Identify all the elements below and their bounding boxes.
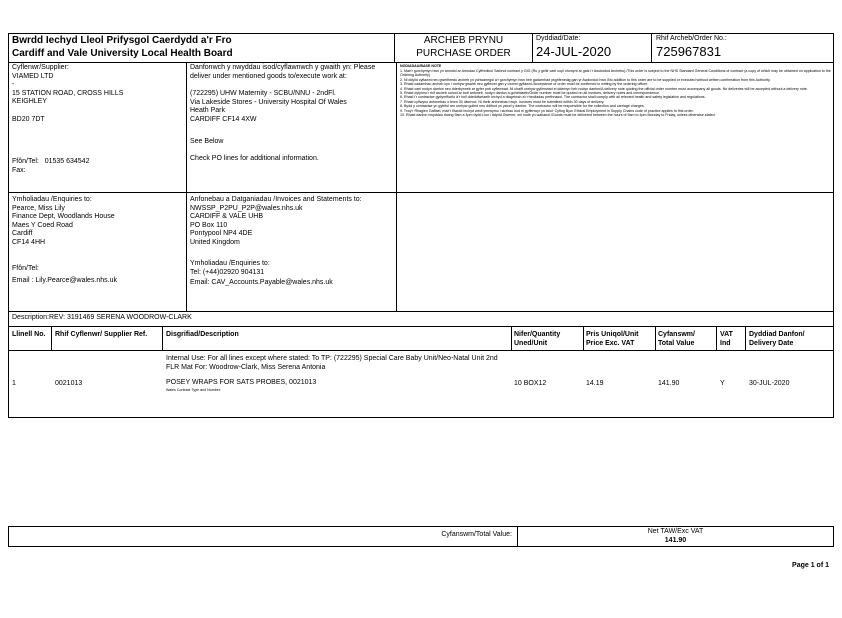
statements-label: Anfonebau a Datganiadau /Invoices and Statements to: NWSSP_P2PU_P2P@wales.nhs.uk xyxy=(190,196,362,212)
statements-blank-box xyxy=(396,192,834,312)
supplier-label: Cyflenwr/Supplier: xyxy=(12,64,69,71)
net-vat-label: Net TAW/Exc VAT xyxy=(647,528,704,535)
delivery-line: CARDIFF CF14 4XW xyxy=(190,115,257,123)
doc-title-welsh: ARCHEB PRYNU xyxy=(423,35,504,46)
supplier-line: VIAMED LTD xyxy=(12,72,54,80)
delivery-box xyxy=(186,62,397,193)
note-item: 4. Rhaid cael nodyn danfon neu dderbynneb ar gyfer pob cyflenwad. Ni chaiff unrhyw gyflenwad ei dderbyn heb nodyn danfon/A delivery note quoting the official order number must accompany all goods. No deliveries will be accepted without a delivery note. xyxy=(400,86,808,91)
supplier-phone xyxy=(12,158,89,167)
note-item: 1. Mae'r gorchymyn hwn yn amodol ar Amodau Cyffredinol Safonol contract y GIG (Ru y gellir cael copi ohonynt ar gais i'r Awdurdod Archebu)./This order is subject to the NHS Standard General Conditions of contract (a copy of which may be obtained on application to the Ordering Authority) xyxy=(400,69,831,78)
note-item: 6. Rhaid i'r contractwr gydymffurfio â'r holl ddeddfwriaeth iechyd a diogelwch a'r rheoliadau perthnasol. The contractor shall comply with all relevant health and safety legislation and regulations. xyxy=(400,95,706,100)
invoice-email[interactable]: Email : Lily.Pearce@wales.nhs.uk xyxy=(12,277,118,284)
col-header-vat: VAT Ind xyxy=(720,331,733,347)
page-number: Page 1 of 1 xyxy=(792,562,829,569)
description xyxy=(12,314,192,323)
col-divider xyxy=(716,326,717,350)
delivery-address xyxy=(190,90,347,124)
description-label: Description: xyxy=(12,314,49,321)
delivery-label: Danfonwch y nwyddau isod/cyflawnwch y gwaith yn: Please deliver under mentioned goods to/execute work at: xyxy=(190,64,376,80)
row-internal-use: Internal Use: For all lines except where stated: To TP: (722295) Special Care Baby Unit/Neo-Natal Unit 2nd FLR Mat For: Woodrow-Clark, Miss Serena Antonia xyxy=(166,355,498,371)
note-item: 8. Bydd y contractwr yn gyfrifol am unrhyw golled neu ddifrod yn ystod y danfon. The contractor will be responsible for the collection and carriage charges. xyxy=(400,104,645,109)
col-header-total: Cyfanswm/ Total Value xyxy=(658,331,695,347)
col-divider xyxy=(511,326,512,350)
org-english-name: Cardiff and Vale University Local Health Board xyxy=(12,48,233,59)
row-delivery-date: 30-JUL-2020 xyxy=(749,380,790,387)
statements-address xyxy=(190,213,263,247)
invoice-line: Finance Dept, Woodlands House xyxy=(12,213,115,221)
note-item: 9. Trwy'r Rhaglen Gaffael, mae'r Bwrdd Iechyd wedi ymrwymo i sicrhau bod ei gyflenwyr yn talu'r Cyflog Byw. Ethical Employment in Supply Chains code of practice applies to this order. xyxy=(400,108,694,113)
supplier-fax-label: Fax: xyxy=(12,167,26,174)
net-total-value: 141.90 xyxy=(664,537,687,544)
col-divider xyxy=(51,326,52,350)
date-label: Dyddiad/Date: xyxy=(536,35,581,42)
supplier-line: 15 STATION ROAD, CROSS HILLS xyxy=(12,89,124,97)
row-supplier-ref: 0021013 xyxy=(55,380,83,387)
row-total-value: 141.90 xyxy=(658,380,680,387)
invoice-line: Pearce, Miss Lily xyxy=(12,204,65,212)
delivery-see-below: See Below xyxy=(190,138,224,145)
delivery-check-po: Check PO lines for additional information. xyxy=(190,155,319,162)
col-divider xyxy=(745,326,746,350)
row-quantity: 10 BOX12 xyxy=(514,380,547,387)
note-item: 10. Rhaid danfon nwyddau rhwng 9am a 4pm dydd Llun i ddydd Gwener, oni nodir yn wahanol./Goods must be delivered between the hours of 9am to 4pm Monday to Friday, unless otherwise stated. xyxy=(400,113,716,118)
invoice-enquiries-address xyxy=(12,205,115,248)
doc-title-english: PURCHASE ORDER xyxy=(416,48,511,59)
note-item: 3. Rhaid cadarnhau archeb cyn i unrhyw gwaith neu gyflenwi gan y cwmni gyflawni./Acceptance of order must be confirmed in writing by the ordering officer. xyxy=(400,82,649,87)
row-vat-ind: Y xyxy=(720,380,725,387)
note-item: 2. Ni ddylid cyflawni neu gweithredu archeb yn ychwanegol a'r gorchymyn hwn heb gadarnhad ysgrifenedig gan yr Awdurdod hwn./No addition to this order are to be supplied or executed without written confirmation from this Authority. xyxy=(400,77,771,82)
supplier-phone-value: 01535 634542 xyxy=(44,158,90,165)
row-contract-info: Wales Contract Type and Number: xyxy=(166,388,221,392)
notes-title: NODIADAU/BASE NOTE xyxy=(400,64,442,68)
col-header-ref: Rhif Cyflenwr/ Supplier Ref. xyxy=(55,331,148,338)
notes-list xyxy=(400,69,831,117)
row-description: POSEY WRAPS FOR SATS PROBES, 0021013 xyxy=(166,379,317,386)
invoice-phone-label: Ffôn/Tel: xyxy=(12,265,39,272)
supplier-line: BD20 7DT xyxy=(12,115,45,123)
statements-enquiries-label: Ymholiadau /Enquiries to: xyxy=(190,260,270,267)
supplier-line: KEIGHLEY xyxy=(12,98,48,106)
delivery-line: (722295) UHW Maternity - SCBU/NNU - 2ndFl. xyxy=(190,90,336,97)
statements-line: Pontypool NP4 4DE xyxy=(190,230,253,238)
order-value: 725967831 xyxy=(656,44,722,59)
col-header-qty: Nifer/Quantity Uned/Unit xyxy=(514,331,561,347)
col-divider xyxy=(655,326,656,350)
invoice-line: Maes Y Coed Road xyxy=(12,221,73,229)
note-item: 5. Rhaid dyfynnu'r rhif archeb uchod ar bob anfoneb, nodyn danfon a gohebiaeth/Order number must be quoted on all invoices, delivery notes and correspondence. xyxy=(400,91,661,96)
delivery-line: Via Lakeside Stores - University Hospital Of Wales xyxy=(190,98,347,106)
supplier-address xyxy=(12,73,123,125)
invoice-line: Cardiff xyxy=(12,230,33,238)
total-value-label: Cyfanswm/Total Value: xyxy=(441,531,512,538)
date-value: 24-JUL-2020 xyxy=(536,44,612,59)
statements-tel: Tel: (+44)02920 904131 xyxy=(190,268,265,276)
description-value: REV: 3191469 SERENA WOODROW-CLARK xyxy=(48,314,192,321)
col-header-price: Pris Uniqol/Unit Price Exc. VAT xyxy=(586,331,639,347)
supplier-phone-label: Ffôn/Tel: xyxy=(12,158,39,165)
org-welsh-name: Bwrdd Iechyd Lleol Prifysgol Caerdydd a'r Fro xyxy=(12,35,232,46)
row-unit-price: 14.19 xyxy=(586,380,604,387)
col-header-line: Llinell No. xyxy=(12,331,46,338)
col-header-desc: Disgrifiad/Description xyxy=(166,331,239,338)
invoice-enquiries-label: Ymholiadau /Enquiries to: xyxy=(12,196,92,203)
supplier-line: - xyxy=(12,81,15,89)
order-label: Rhif Archeb/Order No.: xyxy=(656,35,727,42)
col-divider xyxy=(162,326,163,350)
col-header-date: Dyddiad Danfon/ Delivery Date xyxy=(749,331,805,347)
statements-line: PO Box 110 xyxy=(190,221,228,229)
table-header-divider xyxy=(8,350,834,351)
col-divider xyxy=(583,326,584,350)
note-item: 7. Rhaid cyflwyno anfonebau o fewn 30 diwrnod. Ni thelir anfonebau hwyr. Invoices must be submitted within 30 days of delivery. xyxy=(400,99,605,104)
statements-line: United Kingdom xyxy=(190,238,240,246)
invoice-line: CF14 4HH xyxy=(12,238,46,246)
delivery-line: Heath Park xyxy=(190,107,226,115)
row-line-number: 1 xyxy=(12,380,16,387)
statements-email[interactable]: Email: CAV_Accounts.Payable@wales.nhs.uk xyxy=(190,279,333,286)
supplier-line xyxy=(12,107,123,116)
statements-line: CARDIFF & VALE UHB xyxy=(190,213,263,221)
